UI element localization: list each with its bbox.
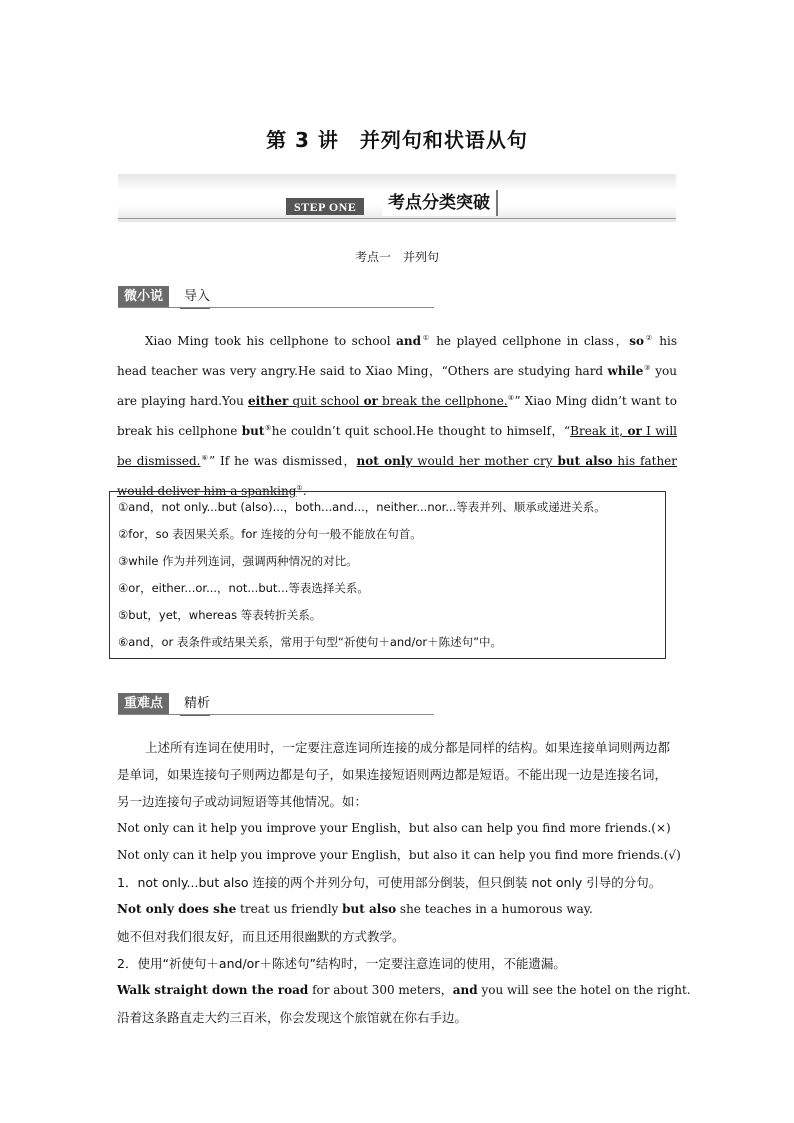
example-2-translation: 沿着这条路直走大约三百米，你会发现这个旅馆就在你右手边。 [117,1010,468,1025]
rule-2: 2．使用“祈使句＋and/or＋陈述句”结构时，一定要注意连词的使用，不能遗漏。 [117,956,566,971]
intro-tag [118,286,434,308]
analysis-tag [118,693,434,715]
page-title: 第 3 讲 并列句和状语从句 [266,128,528,152]
summary-line: ⑥and，or 表条件或结果关系，常用于句型“祈使句＋and/or＋陈述句”中。 [118,635,503,649]
example-2: Walk straight down the road for about 300 meters，and you will see the hotel on the right. [117,983,691,997]
tag-rule [118,307,434,308]
section-title: 考点一 并列句 [354,250,439,264]
example-1-translation: 她不但对我们很友好，而且还用很幽默的方式教学。 [117,929,405,944]
banner-label: 考点分类突破 [382,190,498,216]
story-paragraph: Xiao Ming took his cellphone to school and① he played cellphone in class，so② his head teacher was very angry.He said to Xiao Ming，“Others are studying hard while③ you are playing hard.You either quit school or break the cellphone.④” Xiao Ming didn’t want to break his cellphone but⑤he couldn’t quit school.He thought to himself，“Break it, or I will be dismissed.⑥” If he was dismissed，not only would her mother cry but also his father would deliver him a spanking①. [117,334,678,498]
example-1: Not only does she treat us friendly but also she teaches in a humorous way. [117,902,593,916]
tag-text: 精析 [180,693,210,716]
rule-1: 1．not only...but also 连接的两个并列分句，可使用部分倒装，但只倒装 not only 引导的分句。 [117,875,662,890]
summary-line: ②for，so 表因果关系。for 连接的分句一般不能放在句首。 [118,527,422,541]
summary-line: ①and，not only...but (also)...，both...and...，neither...nor...等表并列、顺承或递进关系。 [118,500,606,514]
tag-rule [118,714,434,715]
tag-box: 重难点 [118,693,169,714]
summary-box [109,491,666,659]
analysis-intro: 上述所有连词在使用时，一定要注意连词所连接的成分都是同样的结构。如果连接单词则两边都是单词，如果连接句子则两边都是句子，如果连接短语则两边都是短语。不能出现一边是连接名词，另一边连接句子或动词短语等其他情况。如： [117,740,671,809]
tag-box: 微小说 [118,286,169,307]
step-banner [118,174,676,222]
step-badge: STEP ONE [286,198,364,215]
summary-line: ④or，either...or...，not...but...等表选择关系。 [118,581,369,595]
summary-line: ⑤but，yet，whereas 等表转折关系。 [118,608,322,622]
example-wrong: Not only can it help you improve your English，but also can help you find more friends.(×) [117,821,671,835]
summary-line: ③while 作为并列连词，强调两种情况的对比。 [118,554,358,568]
example-right: Not only can it help you improve your English，but also it can help you find more friends.(√) [117,848,681,862]
tag-text: 导入 [180,286,210,309]
banner-rule [118,218,676,219]
